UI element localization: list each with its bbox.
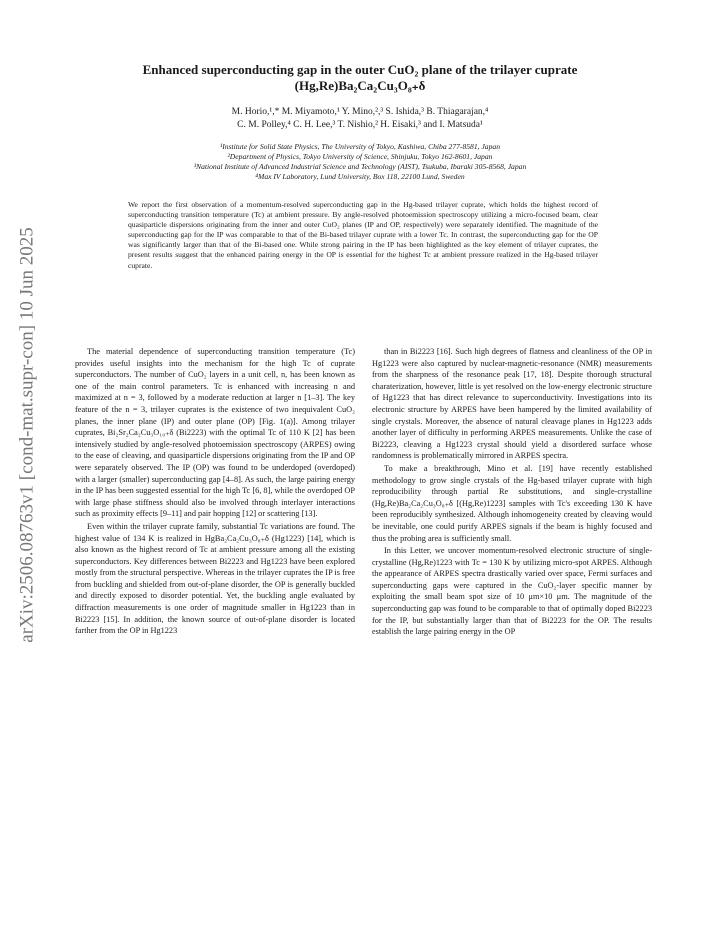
abstract: We report the first observation of a momentum-resolved superconducting gap in the Hg-based trilayer cuprate, which holds the highest record of superconducting transition temperature (Tc) at ambient pressure. By angle-resolved photoemission spectroscopy utilizing a micro-focused beam, clear quasiparticle dispersions originating from the inner and outer CuO₂ planes (IP and OP, respectively) were separately identified. The magnitude of the superconducting gap for the IP was comparable to that of the Bi-based trilayer cuprate with a lower Tc. In contrast, the superconducting gap for the OP was significantly larger than that of the Bi-based one. While strong pairing in the IP has been highlighted as the key element of trilayer cuprates, the present results suggest that the enhanced pairing energy in the OP is essential for the highest Tc at ambient pressure realized in the Hg-based trilayer cuprate. xyxy=(128,200,598,270)
paragraph: than in Bi2223 [16]. Such high degrees of flatness and cleanliness of the OP in Hg1223 were also captured by nuclear-magnetic-resonance (NMR) measurements from the sharpness of the resonance peak [17, 18]. Despite thorough structural charaterization, however, little is yet resolved on the low-energy electronic structure of Hg1223 that has direct relevance to superconductivity. Investigations into its electronic structure by ARPES have been hampered by the limited availability of single crystals. Moreover, the absence of natural cleavage planes in Hg1223 adds another layer of difficulty in performing ARPES measurements. Unlike the case of Bi2223, cleaving a Hg1223 crystal should yield a disordered surface whose randomness is problematically mirrored in ARPES spectra. xyxy=(372,347,652,461)
author-list xyxy=(80,106,640,132)
title-line-1: Enhanced superconducting gap in the outer CuO₂ plane of the trilayer cuprate xyxy=(142,62,578,77)
arxiv-sidebar xyxy=(10,200,46,670)
paragraph: Even within the trilayer cuprate family, substantial Tc variations are found. The highest value of 134 K is realized in HgBa₂Ca₂Cu₃O₈₊δ (Hg1223) [14], which is also known as the highest record of Tc at ambient pressure among all the existing superconductors. Key differences between Bi2223 and Hg1223 have been explored mostly from the structural perspective. Whereas in the trilayer cuprates the IP is free from buckling and shielded from out-of-plane disorder, the OP is generally buckled and directly exposed to disorder potential. Yet, the buckling angle evaluated by diffraction measurements is one order of magnitude smaller in Hg1223 than in Bi2223 [15]. In addition, the known source of out-of-plane disorder is located farther from the OP in Hg1223 xyxy=(75,521,355,636)
title-line-2: (Hg,Re)Ba₂Ca₂Cu₃O₈₊δ xyxy=(294,78,426,93)
affiliation: ⁴Max IV Laboratory, Lund University, Box 118, 22100 Lund, Sweden xyxy=(255,172,465,181)
paragraph: In this Letter, we uncover momentum-resolved electronic structure of single-crystalline (Hg,Re)1223 with Tc = 130 K by utilizing micro-spot ARPES. Although the appearance of ARPES spectra drastically varied over space, Fermi surfaces and superconducting gaps were captured in the CuO₂-layer specific manner by exploiting the small beam spot size of 10 μm×10 μm. The magnitude of the superconducting gap was found to be comparable to that of optimally doped Bi2223 for the IP, but substantially larger than that of Bi2223 for the OP. The results establish the large pairing energy in the OP xyxy=(372,546,652,637)
affiliation-list xyxy=(80,142,640,182)
paper-title xyxy=(80,62,640,94)
affiliation: ³National Institute of Advanced Industrial Science and Technology (AIST), Tsukuba, Ibaraki 305-8568, Japan xyxy=(193,162,527,171)
arxiv-identifier: arXiv:2506.08763v1 [cond-mat.supr-con] 10 Jun 2025 xyxy=(17,227,39,643)
authors-line-1: M. Horio,¹,* M. Miyamoto,¹ Y. Mino,²,³ S. Ishida,³ B. Thiagarajan,⁴ xyxy=(231,107,489,117)
affiliation: ²Department of Physics, Tokyo University of Science, Shinjuku, Tokyo 162-8601, Japan xyxy=(227,152,493,161)
paragraph: To make a breakthrough, Mino et al. [19] have recently established methodology to grow single crystals of the Hg-based trilayer cuprate with high reproducibility through partial Re substitutions, and single-crystalline (Hg,Re)Ba₂Ca₂Cu₃O₈₊δ [(Hg,Re)1223] samples with Tc's exceeding 130 K have been reproducibly synthesized. Although inhomogeneity created by cleaving would be inevitable, one could purify ARPES signals if the beam is highly focused and thus the probing area is sufficiently small. xyxy=(372,463,652,543)
body-column-right xyxy=(372,346,652,638)
authors-line-2: C. M. Polley,⁴ C. H. Lee,³ T. Nishio,² H. Eisaki,³ and I. Matsuda¹ xyxy=(237,120,483,130)
paragraph: The material dependence of superconducting transition temperature (Tc) provides useful insights into the mechanism for the high Tc of cuprate superconductors. The number of CuO₂ layers in a unit cell, n, has been known as one of the main control parameters. Tc is enhanced with increasing n and maximized at n = 3, followed by a moderate reduction at larger n [1–3]. The key feature of the n = 3, trilayer cuprates is the existence of two inequivalent CuO₂ planes, the inner plane (IP) and outer plane (OP) [Fig. 1(a)]. Among trilayer cuprates, Bi₂Sr₂Ca₂Cu₃O₁₀₊δ (Bi2223) with the optimal Tc of 110 K [2] has been intensively studied by angle-resolved photoemission spectroscopy (ARPES) owing to the ease of cleaving, and quasiparticle dispersions originating from the IP and OP were separately observed. The IP (OP) was found to be underdoped (overdoped) with a larger (smaller) superconducting gap [4–8]. As such, the large pairing energy in the IP has been suggested essential for the high Tc [6, 8], while the overdoped OP with large phase stiffness should also be involved through interlayer interactions such as proximity effects [9–11] and pair hopping [12] or scattering [13]. xyxy=(75,347,355,519)
body-column-left xyxy=(75,346,355,637)
affiliation: ¹Institute for Solid State Physics, The University of Tokyo, Kashiwa, Chiba 277-8581, Japan xyxy=(220,142,500,151)
